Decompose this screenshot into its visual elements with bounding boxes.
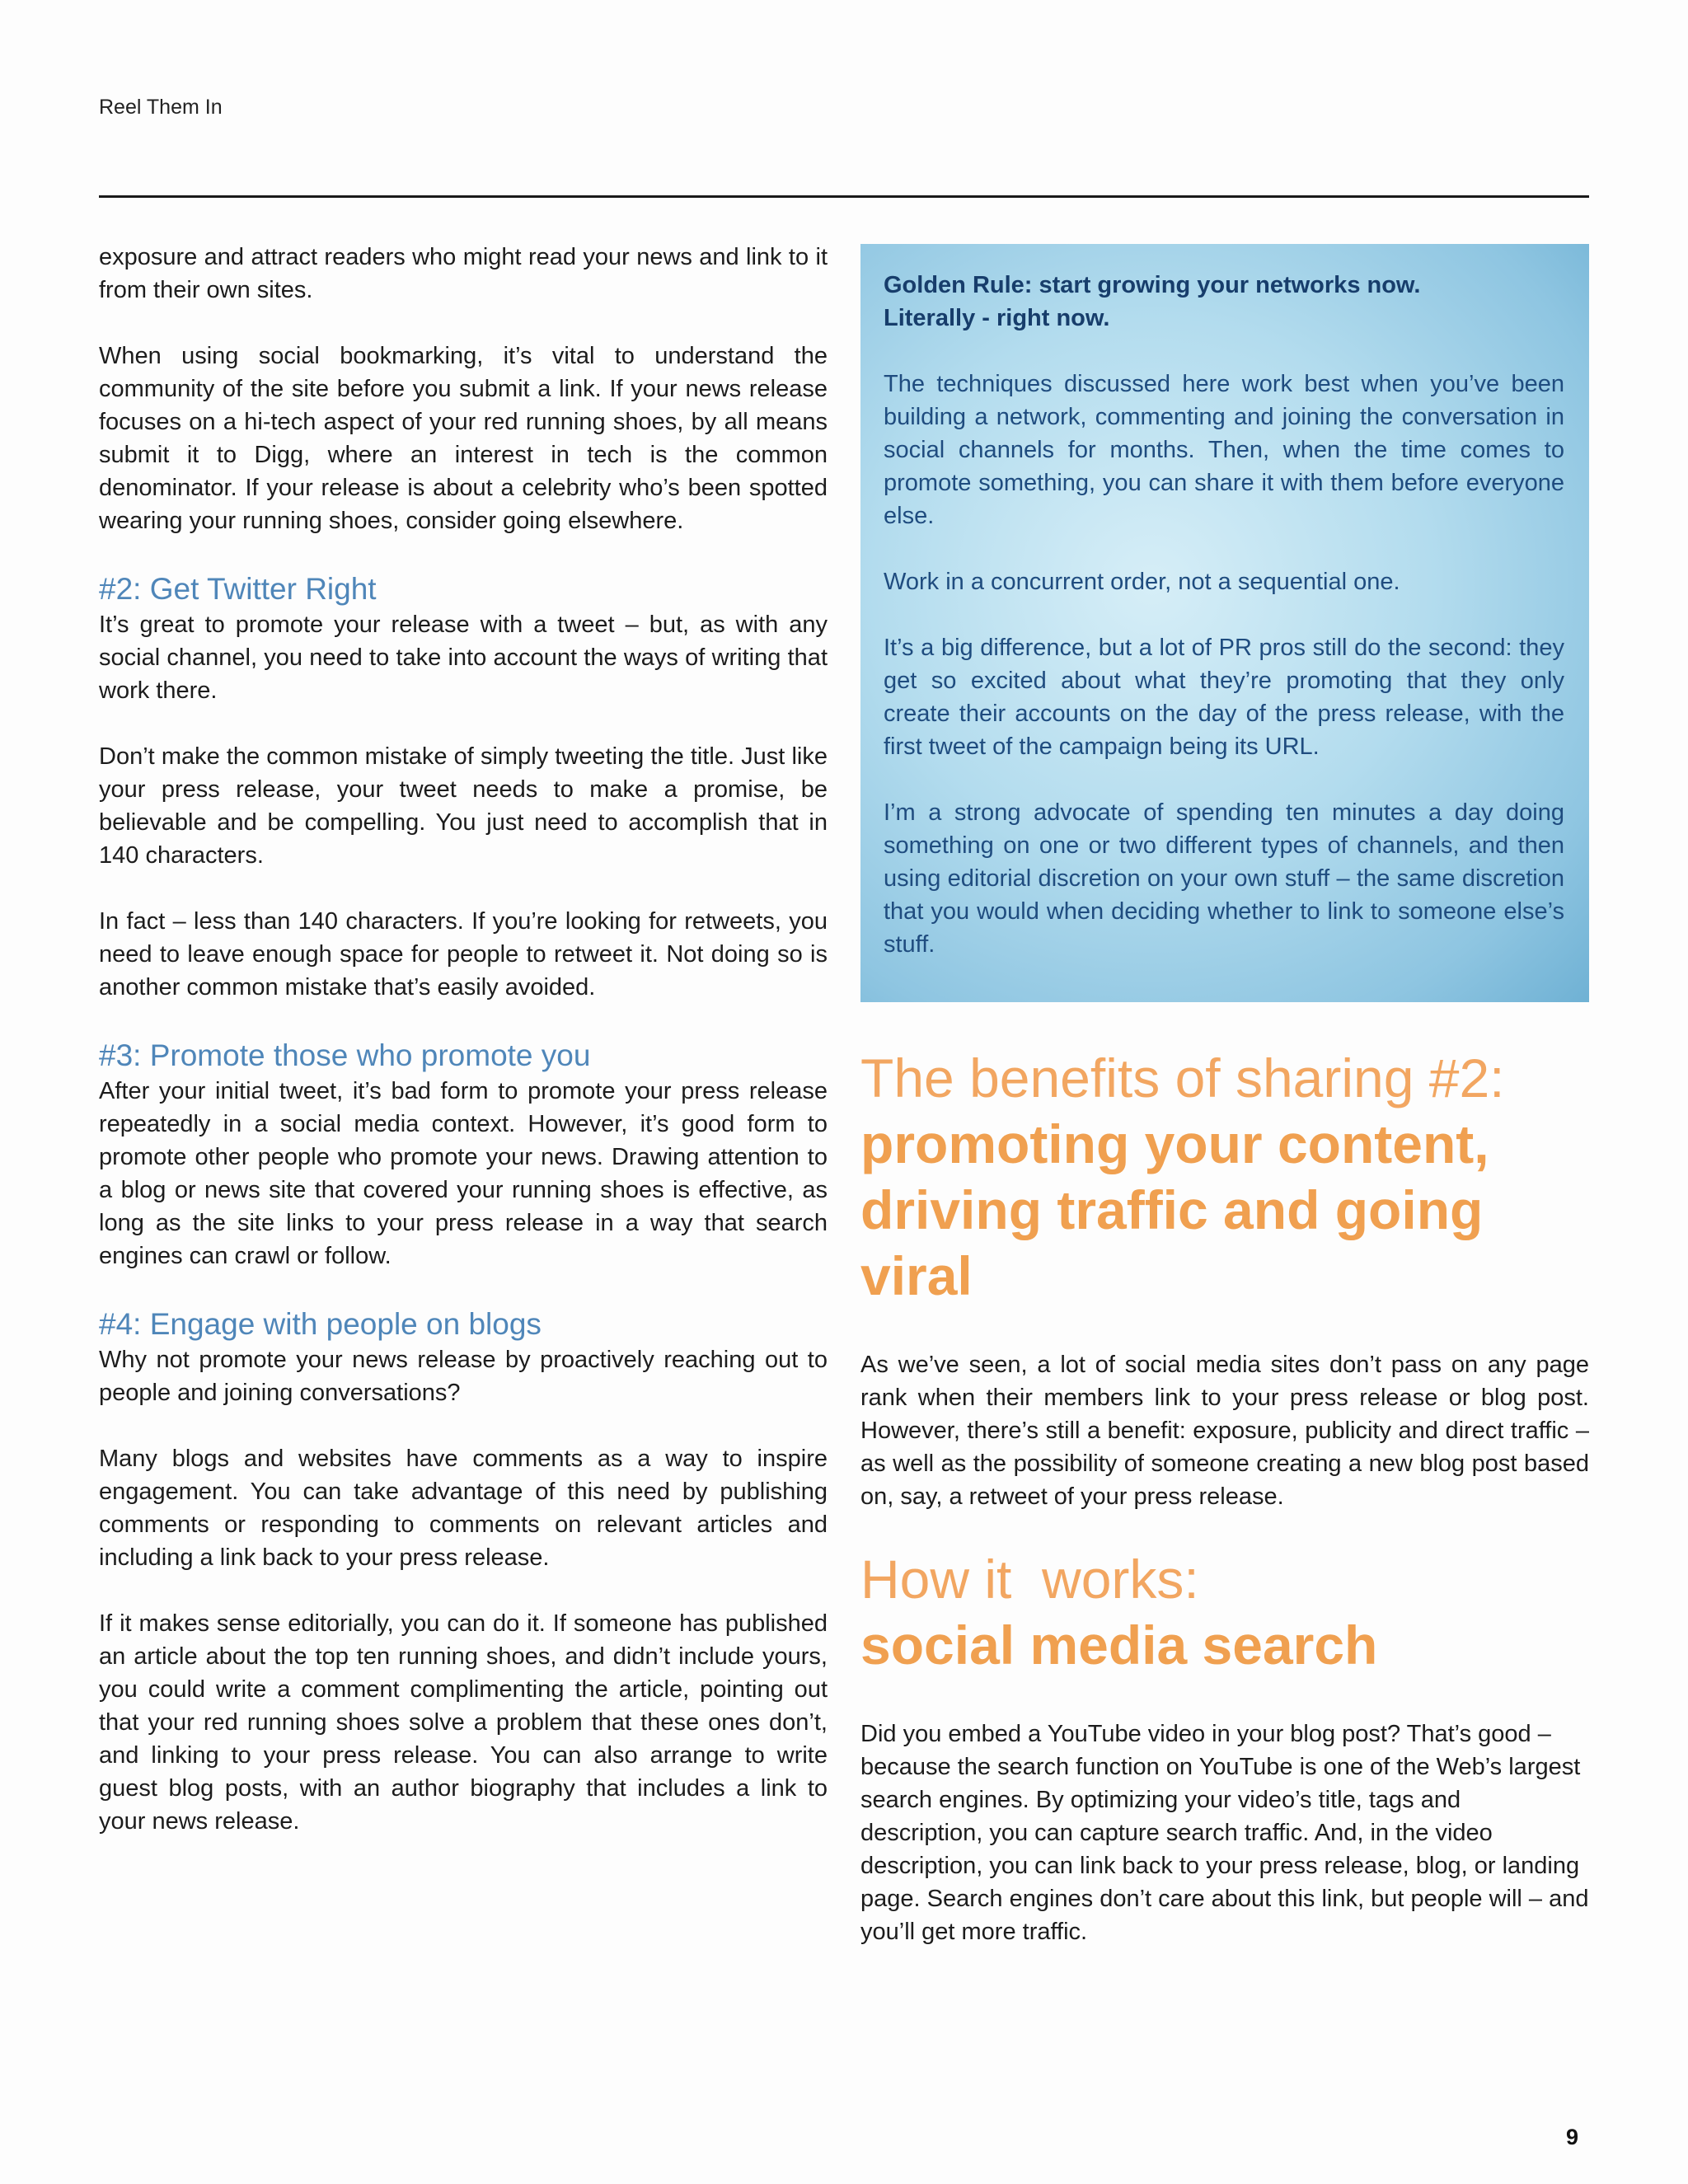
callout-paragraph-2: Work in a concurrent order, not a sequential one. — [884, 569, 1400, 595]
callout-paragraph-1: The techniques discussed here work best when you’ve been building a network, commenting and joining the conversation in social channels for months. Then, when the time comes to promote something, you can share it with them before everyone else. — [884, 371, 1564, 529]
benefits-heading-bold-1: promoting your content, — [860, 1113, 1489, 1174]
benefits-heading-bold-2: driving traffic and going viral — [860, 1179, 1484, 1306]
left-column — [99, 241, 828, 1871]
benefits-heading — [860, 1045, 1589, 1309]
golden-rule-callout — [860, 244, 1589, 1002]
how-it-works-heading-bold: social media search — [860, 1615, 1378, 1675]
benefits-heading-light: The benefits of sharing #2: — [860, 1047, 1505, 1108]
paragraph-promote-1: After your initial tweet, it’s bad form to promote your press release repeatedly in a social media context. However, it’s good form to promote other people who promote your news. Drawing attention to a blog or news site that covered your running shoes is effective, as long as the site links to your press release in a way that search engines can crawl or follow. — [99, 1078, 828, 1269]
callout-paragraph-3: It’s a big difference, but a lot of PR pros still do the second: they get so excited about what they’re promoting that they only create their accounts on the day of the press release, with the first tweet of the campaign being its URL. — [884, 635, 1564, 760]
callout-title — [884, 269, 1564, 335]
section-heading-blogs: #4: Engage with people on blogs — [99, 1307, 542, 1341]
paragraph-twitter-2: Don’t make the common mistake of simply tweeting the title. Just like your press release, your tweet needs to make a promise, be believable and be compelling. You just need to accomplish that in 140 characters. — [99, 743, 828, 869]
section-heading-twitter: #2: Get Twitter Right — [99, 572, 377, 606]
header-rule — [99, 195, 1589, 198]
how-it-works-paragraph: Did you embed a YouTube video in your blog post? That’s good – because the search function on YouTube is one of the Web’s largest search engines. By optimizing your video’s title, tags and description, you can capture search traffic. And, in the video description, you can link back to your press release, blog, or landing page. Search engines don’t care about this link, but people will – and you’ll get more traffic. — [860, 1721, 1589, 1945]
how-it-works-heading — [860, 1546, 1589, 1678]
callout-title-line-1: Golden Rule: start growing your networks now. — [884, 272, 1421, 298]
paragraph-intro: exposure and attract readers who might read your news and link to it from their own sites. — [99, 244, 828, 303]
section-heading-promote: #3: Promote those who promote you — [99, 1038, 591, 1072]
running-header: Reel Them In — [99, 96, 223, 119]
page-number: 9 — [1566, 2125, 1579, 2149]
paragraph-twitter-3: In fact – less than 140 characters. If you’re looking for retweets, you need to leave enough space for people to retweet it. Not doing so is another common mistake that’s easily avoided. — [99, 908, 828, 1001]
callout-paragraph-4: I’m a strong advocate of spending ten minutes a day doing something on one or two different types of channels, and then using editorial discretion on your own stuff – the same discretion that you would when deciding whether to link to someone else’s stuff. — [884, 799, 1564, 958]
paragraph-blogs-2: Many blogs and websites have comments as a way to inspire engagement. You can take advantage of this need by publishing comments or responding to comments on relevant articles and including a link back to your press release. — [99, 1446, 828, 1571]
right-column — [860, 244, 1589, 1981]
paragraph-social-bookmarking: When using social bookmarking, it’s vital to understand the community of the site before you submit a link. If your news release focuses on a hi-tech aspect of your red running shoes, by all means submit it to Digg, where an interest in tech is the common denominator. If your release is about a celebrity who’s been spotted wearing your running shoes, consider going elsewhere. — [99, 343, 828, 534]
paragraph-blogs-3: If it makes sense editorially, you can do it. If someone has published an article about the top ten running shoes, and didn’t include yours, you could write a comment complimenting the article, pointing out that your red running shoes solve a problem that these ones don’t, and linking to your press release. You can also arrange to write guest blog posts, with an author biography that includes a link to your news release. — [99, 1610, 828, 1835]
paragraph-blogs-1: Why not promote your news release by proactively reaching out to people and joining conversations? — [99, 1347, 828, 1406]
callout-title-line-2: Literally - right now. — [884, 305, 1110, 331]
paragraph-twitter-1: It’s great to promote your release with a tweet – but, as with any social channel, you need to take into account the ways of writing that work there. — [99, 612, 828, 704]
how-it-works-heading-light: How it works: — [860, 1549, 1199, 1610]
benefits-paragraph: As we’ve seen, a lot of social media sites don’t pass on any page rank when their members link to your press release or blog post. However, there’s still a benefit: exposure, publicity and direct traffic – as well as the possibility of someone creating a new blog post based on, say, a retweet of your press release. — [860, 1352, 1589, 1510]
